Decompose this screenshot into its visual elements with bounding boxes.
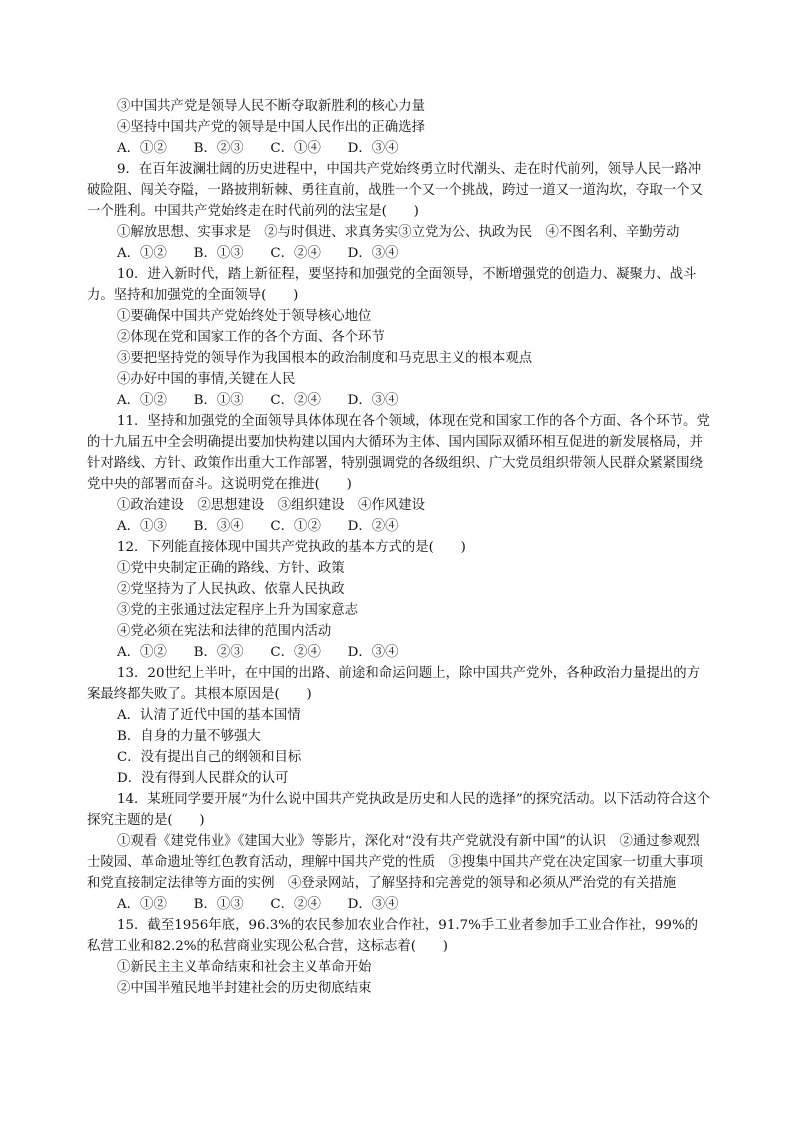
question-12-statement: ①党中央制定正确的路线、方针、政策 xyxy=(117,561,345,576)
answer-choices: A．①② B．②③ C．①④ D．③④ xyxy=(117,141,399,156)
question-13-choice-a: A．认清了近代中国的基本国情 xyxy=(117,708,301,723)
page-content xyxy=(87,96,711,999)
question-11-stem: 11．坚持和加强党的全面领导具体体现在各个领域，体现在党和国家工作的各个方面、各个环节。党的十九届五中全会明确提出要加快构建以国内大循环为主体、国内国际双循环相互促进的新发展格局，并针对路线、方针、政策作出重大工作部署，特别强调党的各级组织、广大党员组织带领人民群众紧紧围绕党中央的部署而奋斗。这说明党在推进( ) xyxy=(87,414,710,492)
option-statement: ④坚持中国共产党的领导是中国人民作出的正确选择 xyxy=(117,120,425,135)
option-statement: ③中国共产党是领导人民不断夺取新胜利的核心力量 xyxy=(117,99,425,114)
question-12-statement: ③党的主张通过法定程序上升为国家意志 xyxy=(117,603,359,618)
question-10-statement: ③要把坚持党的领导作为我国根本的政治制度和马克思主义的根本观点 xyxy=(117,351,533,366)
question-14-stem: 14．某班同学要开展“为什么说中国共产党执政是历史和人民的选择”的探究活动。以下活动符合这个探究主题的是( ) xyxy=(87,792,711,828)
question-13-choice-d: D．没有得到人民群众的认可 xyxy=(117,771,289,786)
question-15-statement: ①新民主主义革命结束和社会主义革命开始 xyxy=(117,960,372,975)
question-10-statement: ①要确保中国共产党始终处于领导核心地位 xyxy=(117,309,372,324)
question-12-choices: A．①② B．②③ C．②④ D．③④ xyxy=(117,645,399,660)
question-11-statements: ①政治建设 ②思想建设 ③组织建设 ④作风建设 xyxy=(117,498,425,513)
question-12-statement: ④党必须在宪法和法律的范围内活动 xyxy=(117,624,332,639)
question-15-stem: 15．截至1956年底，96.3%的农民参加农业合作社，91.7%手工业者参加手工业合作社，99%的私营工业和82.2%的私营商业实现公私合营，这标志着( ) xyxy=(87,918,699,954)
question-9-stem: 9．在百年波澜壮阔的历史进程中，中国共产党始终勇立时代潮头、走在时代前列，领导人民一路冲破险阻、闯关夺隘，一路披荆斩棘、勇往直前，战胜一个又一个挑战，跨过一道又一道沟坎，夺取一个又一个胜利。中国共产党始终走在时代前列的法宝是( ) xyxy=(87,162,703,219)
question-14-choices: A．①② B．①③ C．②④ D．③④ xyxy=(117,897,399,912)
question-15-statement: ②中国半殖民地半封建社会的历史彻底结束 xyxy=(117,981,372,996)
question-10-stem: 10．进入新时代，踏上新征程，要坚持和加强党的全面领导，不断增强党的创造力、凝聚力、战斗力。坚持和加强党的全面领导( ) xyxy=(87,267,697,303)
question-11-choices: A．①③ B．③④ C．①② D．②④ xyxy=(117,519,399,534)
question-10-choices: A．①② B．①③ C．②④ D．③④ xyxy=(117,393,399,408)
question-14-statements: ①观看《建党伟业》《建国大业》等影片，深化对“没有共产党就没有新中国”的认识 ②通过参观烈士陵园、革命遗址等红色教育活动，理解中国共产党的性质 ③搜集中国共产党在决定国家一切重大事项和党直接制定法律等方面的实例 ④登录网站，了解坚持和完善党的领导和必须从严治党的有关措施 xyxy=(87,834,703,891)
question-10-statement: ④办好中国的事情,关键在人民 xyxy=(117,372,296,387)
question-13-choice-b: B．自身的力量不够强大 xyxy=(117,729,261,744)
question-10-statement: ②体现在党和国家工作的各个方面、各个环节 xyxy=(117,330,385,345)
question-9-statements: ①解放思想、实事求是 ②与时俱进、求真务实③立党为公、执政为民 ④不图名利、辛勤劳动 xyxy=(117,225,680,240)
question-13-choice-c: C．没有提出自己的纲领和目标 xyxy=(117,750,302,765)
question-12-statement: ②党坚持为了人民执政、依靠人民执政 xyxy=(117,582,345,597)
question-9-choices: A．①② B．①③ C．②④ D．③④ xyxy=(117,246,399,261)
question-12-stem: 12．下列能直接体现中国共产党执政的基本方式的是( ) xyxy=(117,540,466,555)
question-13-stem: 13．20世纪上半叶，在中国的出路、前途和命运问题上，除中国共产党外，各种政治力量提出的方案最终都失败了。其根本原因是( ) xyxy=(87,666,701,702)
